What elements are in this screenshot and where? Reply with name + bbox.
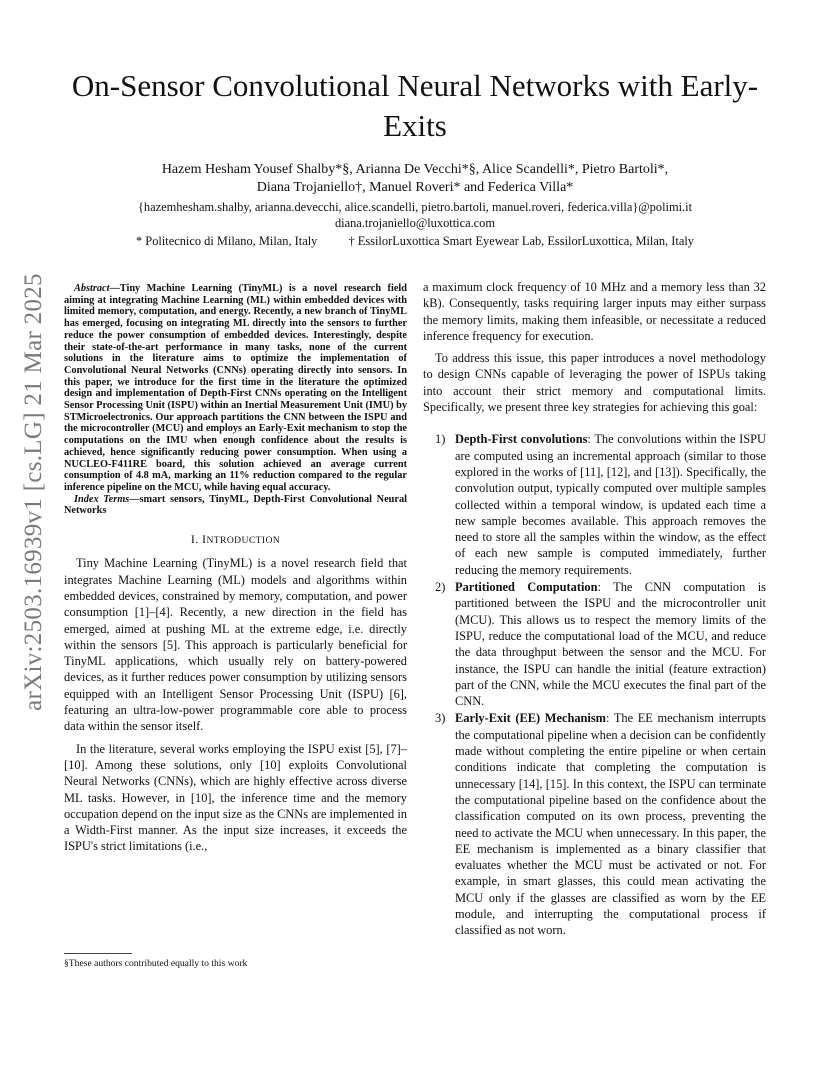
email-line-1: {hazemhesham.shalby, arianna.devecchi, alice.scandelli, pietro.bartoli, manuel.roveri, federica.villa}@polimi.it [137,200,693,214]
abstract-text: —Tiny Machine Learning (TinyML) is a novel research field aiming at integrating Machine Learning (ML) within embedded devices with limited memory, computation, and energy. Recently, a new branch of TinyML has emerged, focusing on integrating ML directly into the sensors to further reduce the power consumption of embedded devices. Interestingly, despite their state-of-the-art performance in many tasks, none of the current solutions in the literature aims to optimize the implementation of Convolutional Neural Networks (CNNs) operating directly into sensors. In this paper, we introduce for the first time in the literature the optimized design and implementation of Depth-First CNNs operating on the Intelligent Sensor Processing Unit (ISPU) within an Inertial Measurement Unit (IMU) by STMicroelectronics. Our approach partitions the CNN between the ISPU and the microcontroller (MCU) and employs an Early-Exit mechanism to stop the computations on the IMU when enough confidence about the results is achieved, hence significantly reducing power consumption. When using a NUCLEO-F411RE board, this solution achieved an average current consumption of 4.8 mA, marking an 11% reduction compared to the regular inference pipeline on the MCU, while having equal accuracy. [64,283,407,493]
abstract-label: Abstract [74,283,110,294]
email-line-2: diana.trojaniello@luxottica.com [334,216,496,230]
intro-paragraph-1: Tiny Machine Learning (TinyML) is a novel research field that integrates Machine Learning (ML) models and algorithms within embedded devices, constrained by memory, computation, and power consumption [1]–[4]. Recently, a new direction in the field has emerged, aimed at pushing ML at the extreme edge, i.e. directly within the sensors [5]. This approach is particularly beneficial for TinyML applications, which usually rely on battery-powered devices, as it further reduces power consumption by utilizing sensors equipped with an Intelligent Sensor Processing Unit (ISPU) [6], featuring an ultra-low-power programmable core able to process data within the sensor itself. [64,556,407,734]
arxiv-stamp: arXiv:2503.16939v1 [cs.LG] 21 Mar 2025 [20,273,47,711]
footnote-rule [64,953,132,954]
paper-title: On-Sensor Convolutional Neural Networks with Early-Exits [71,68,759,143]
affiliation-polimi: * Politecnico di Milano, Milan, Italy [136,234,318,248]
email-list [60,199,770,231]
affiliations [60,233,770,249]
index-terms-label: Index Terms [74,493,130,505]
left-column [64,283,407,861]
author-list [60,161,770,197]
author-line-1: Hazem Hesham Yousef Shalby*§, Arianna De Vecchi*§, Alice Scandelli*, Pietro Bartoli*, [161,162,669,177]
list-item: 2) Partitioned Computation: The CNN computation is partitioned between the ISPU and the microcontroller unit (MCU). This allows us to respect the memory limits of the ISPU, reduce the computational load of the MCU, and reduce the data throughput between the sensor and the MCU. For instance, the ISPU can handle the initial (feature extraction) part of the CNN, while the MCU executes the final part of the CNN. [435,580,766,709]
author-line-2: Diana Trojaniello†, Manuel Roveri* and Federica Villa* [256,180,574,195]
index-terms-text: —smart sensors, TinyML, Depth-First Convolutional Neural Networks [64,493,407,517]
intro-paragraph-3: a maximum clock frequency of 10 MHz and a memory less than 32 kB). Consequently, tasks requiring larger inputs may either surpass the memory limits, making them infeasible, or necessitate a reduced inference frequency for execution. [423,280,766,343]
intro-paragraph-4: To address this issue, this paper introduces a novel methodology to design CNNs capable of leveraging the power of ISPUs taking into account their strict memory and computational limits. Specifically, we present three key strategies for achieving this goal: [423,351,766,415]
list-item: 1) Depth-First convolutions: The convolutions within the ISPU are computed using an incremental approach (similar to those explored in the works of [11], [12], and [13]). Specifically, the convolution output, typically computed over multiple samples collected within a temporal window, is updated each time a new sample becomes available. This approach removes the need to store all the samples within the window, as the effect of each new sample is computed immediately, further reducing the memory requirements. [435,432,766,577]
abstract [64,283,407,494]
intro-paragraph-2: In the literature, several works employing the ISPU exist [5], [7]–[10]. Among these solutions, only [10] exploits Convolutional Neural Networks (CNNs), which are highly effective across diverse ML tasks. However, in [10], the inference time and the memory occupation depend on the input size as the CNNs are implemented in a Width-First manner. As the input size increases, it exceeds the ISPU's strict limitations (i.e., [64,741,407,854]
strategy-list [423,431,766,938]
list-item: 3) Early-Exit (EE) Mechanism: The EE mechanism interrupts the computational pipeline when a decision can be confidently made without completing the entire pipeline or when certain conditions indicate that completing the computation is unnecessary [14], [15]. In this context, the ISPU can terminate the computational pipeline based on the confidence about the classification computed on its own process, preventing the need to activate the MCU when unnecessary. In this paper, the EE mechanism is implemented as a binary classifier that evaluates whether the MCU must be activated or not. For example, in smart glasses, this could mean activating the MCU only if the glasses are classified as worn by the EE module, and interrupting the computational process if classified as not worn. [435,711,766,938]
index-terms [64,494,407,517]
right-column [423,279,766,940]
section-heading-introduction: I. INTRODUCTION [190,532,281,547]
footnote: §These authors contributed equally to this work [64,958,248,969]
affiliation-essilor: † EssilorLuxottica Smart Eyewear Lab, EssilorLuxottica, Milan, Italy [348,234,694,248]
